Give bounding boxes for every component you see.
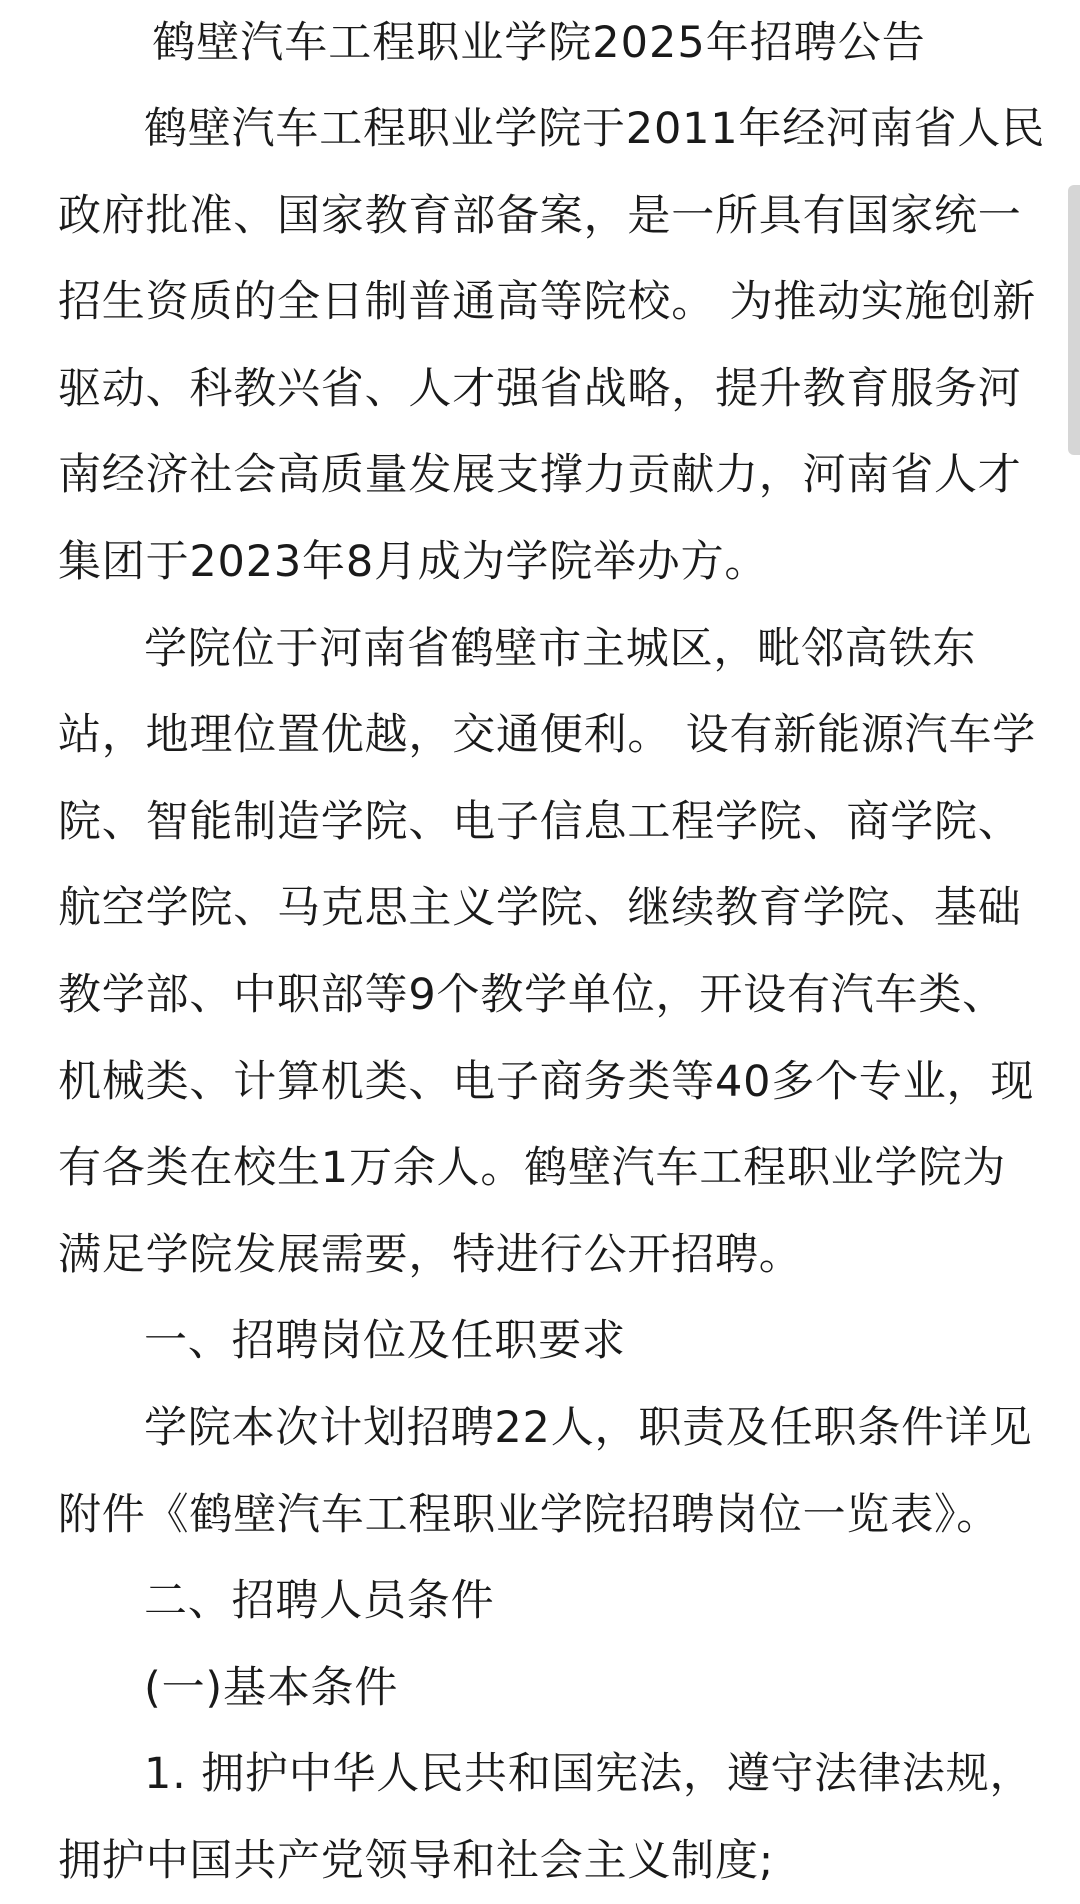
text-line: 招生资质的全日制普通高等院校。 为推动实施创新 bbox=[58, 277, 1037, 328]
article bbox=[58, 0, 1046, 1904]
text-line: 航空学院、马克思主义学院、继续教育学院、基础 bbox=[58, 883, 1022, 934]
text-line: 有各类在校生1万余人。鹤壁汽车工程职业学院为 bbox=[58, 1143, 1006, 1194]
subsection-heading-basic bbox=[58, 1645, 1020, 1732]
text-line: 机械类、计算机类、电子商务类等40多个专业，现 bbox=[58, 1056, 1035, 1107]
text-line: (一)基本条件 bbox=[144, 1662, 399, 1713]
text-line: 学院位于河南省鹤壁市主城区，毗邻高铁东 bbox=[144, 623, 977, 674]
text-line: 教学部、中职部等9个教学单位，开设有汽车类、 bbox=[58, 969, 1006, 1020]
text-line: 二、招聘人员条件 bbox=[144, 1576, 495, 1627]
text-line: 院、智能制造学院、电子信息工程学院、商学院、 bbox=[58, 796, 1022, 847]
paragraph-positions bbox=[58, 1385, 1033, 1558]
text-line: 鹤壁汽车工程职业学院于2011年经河南省人民 bbox=[144, 104, 1046, 154]
text-line: 南经济社会高质量发展支撑力贡献力，河南省人才 bbox=[58, 450, 1022, 501]
text-line: 学院本次计划招聘22人，职责及任职条件详见 bbox=[144, 1402, 1033, 1453]
text-line: 政府批准、国家教育部备案，是一所具有国家统一 bbox=[58, 190, 1022, 241]
article-title: 鹤壁汽车工程职业学院2025年招聘公告 bbox=[152, 18, 926, 68]
paragraph-campus bbox=[58, 606, 1037, 1299]
text-line: 附件《鹤壁汽车工程职业学院招聘岗位一览表》。 bbox=[58, 1489, 1001, 1540]
text-line: 一、招聘岗位及任职要求 bbox=[144, 1316, 626, 1367]
section-heading-positions bbox=[58, 1298, 1020, 1385]
paragraph-intro bbox=[58, 86, 1046, 606]
text-line: 1. 拥护中华人民共和国宪法，遵守法律法规， bbox=[144, 1749, 1034, 1800]
text-line: 满足学院发展需要，特进行公开招聘。 bbox=[58, 1229, 803, 1280]
text-line: 拥护中国共产党领导和社会主义制度; bbox=[58, 1835, 775, 1886]
text-line: 集团于2023年8月成为学院举办方。 bbox=[58, 536, 769, 587]
text-line: 站，地理位置优越，交通便利。 设有新能源汽车学 bbox=[58, 710, 1037, 761]
paragraph-item-1 bbox=[58, 1731, 1034, 1904]
text-line: 驱动、科教兴省、人才强省战略，提升教育服务河 bbox=[58, 363, 1022, 414]
section-heading-requirements bbox=[58, 1558, 1020, 1645]
scrollbar-thumb[interactable] bbox=[1068, 185, 1080, 455]
